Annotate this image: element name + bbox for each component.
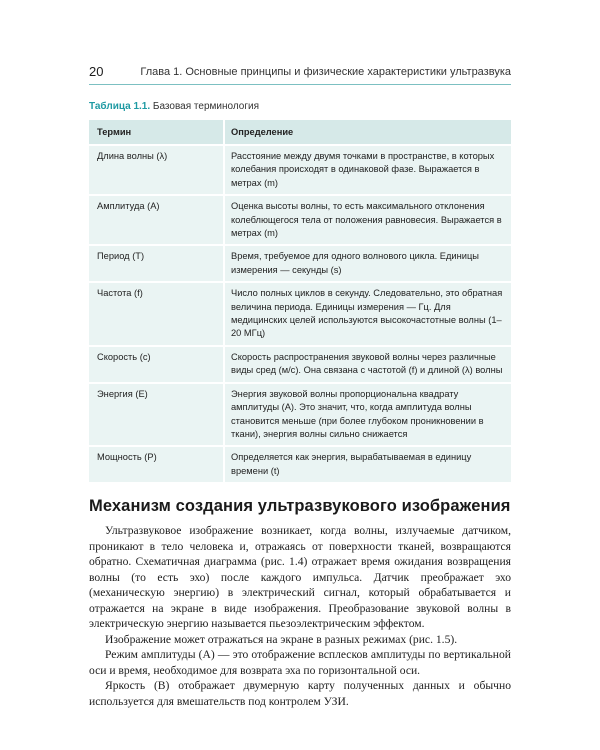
term-cell: Скорость (c) xyxy=(89,347,223,382)
paragraph: Изображение может отражаться на экране в разных режимах (рис. 1.5). xyxy=(105,632,458,646)
column-header-definition: Определение xyxy=(223,120,511,144)
term-cell: Мощность (P) xyxy=(89,447,223,482)
running-header: Глава 1. Основные принципы и физические характеристики ультразвука xyxy=(140,66,511,78)
paragraph: Ультразвуковое изображение возникает, когда волны, излучаемые датчиком, проникают в тело человека и, отражаясь от поверхности тканей, возвращаются обратно. Схематичная диаграмма (рис. 1.4) отражает время ожидания возвращения волны (то есть эхо) после каждого импульса. Датчик преображает эхо (механическую энергию) в электрический сигнал, который обрабатывается и отражается на экране в виде изображения. Преобразование звуковой волны в электрическую энергию называется пьезоэлектрическим эффектом. xyxy=(89,524,511,630)
table-header-row xyxy=(89,120,511,144)
term-cell: Период (T) xyxy=(89,246,223,281)
table-row xyxy=(89,146,511,194)
table-row xyxy=(89,196,511,244)
table-caption xyxy=(89,101,259,112)
paragraph: Режим амплитуды (A) — это отображение всплесков амплитуды по вертикальной оси и время, необходимое для возврата эха по горизонтальной оси. xyxy=(89,648,511,677)
table-row xyxy=(89,384,511,446)
table-caption-number: Таблица 1.1. xyxy=(89,101,151,112)
term-cell: Длина волны (λ) xyxy=(89,146,223,194)
definition-cell: Оценка высоты волны, то есть максимального отклонения колеблющегося тела от положения равновесия. Выражается в метрах (m) xyxy=(223,196,511,244)
definition-cell: Расстояние между двумя точками в пространстве, в которых колебания происходят в одинаковой фазе. Выражается в метрах (m) xyxy=(223,146,511,194)
paragraph: Яркость (B) отображает двумерную карту полученных данных и обычно используется для вмешательств под контролем УЗИ. xyxy=(89,679,511,708)
term-cell: Частота (f) xyxy=(89,283,223,345)
definition-cell: Определяется как энергия, вырабатываемая в единицу времени (t) xyxy=(223,447,511,482)
table-row xyxy=(89,283,511,345)
definition-cell: Число полных циклов в секунду. Следовательно, это обратная величина периода. Единицы измерения — Гц. Для медицинских целей используются высокочастотные волны (1–20 МГц) xyxy=(223,283,511,345)
terminology-table xyxy=(89,118,511,484)
page-number: 20 xyxy=(89,64,104,79)
table-row xyxy=(89,246,511,281)
body-text xyxy=(89,523,511,709)
definition-cell: Скорость распространения звуковой волны через различные виды сред (м/с). Она связана с частотой (f) и длиной (λ) волны xyxy=(223,347,511,382)
definition-cell: Энергия звуковой волны пропорциональна квадрату амплитуды (A). Это значит, что, когда амплитуда волны становится меньше (при более глубоком проникновении в ткани), энергия волны сильно снижается xyxy=(223,384,511,446)
header-rule xyxy=(89,84,511,85)
definition-cell: Время, требуемое для одного волнового цикла. Единицы измерения — секунды (s) xyxy=(223,246,511,281)
column-header-term: Термин xyxy=(89,120,223,144)
term-cell: Амплитуда (A) xyxy=(89,196,223,244)
table-caption-title: Базовая терминология xyxy=(152,101,259,112)
table-row xyxy=(89,447,511,482)
table-row xyxy=(89,347,511,382)
section-heading: Механизм создания ультразвукового изображения xyxy=(89,497,511,515)
term-cell: Энергия (E) xyxy=(89,384,223,446)
